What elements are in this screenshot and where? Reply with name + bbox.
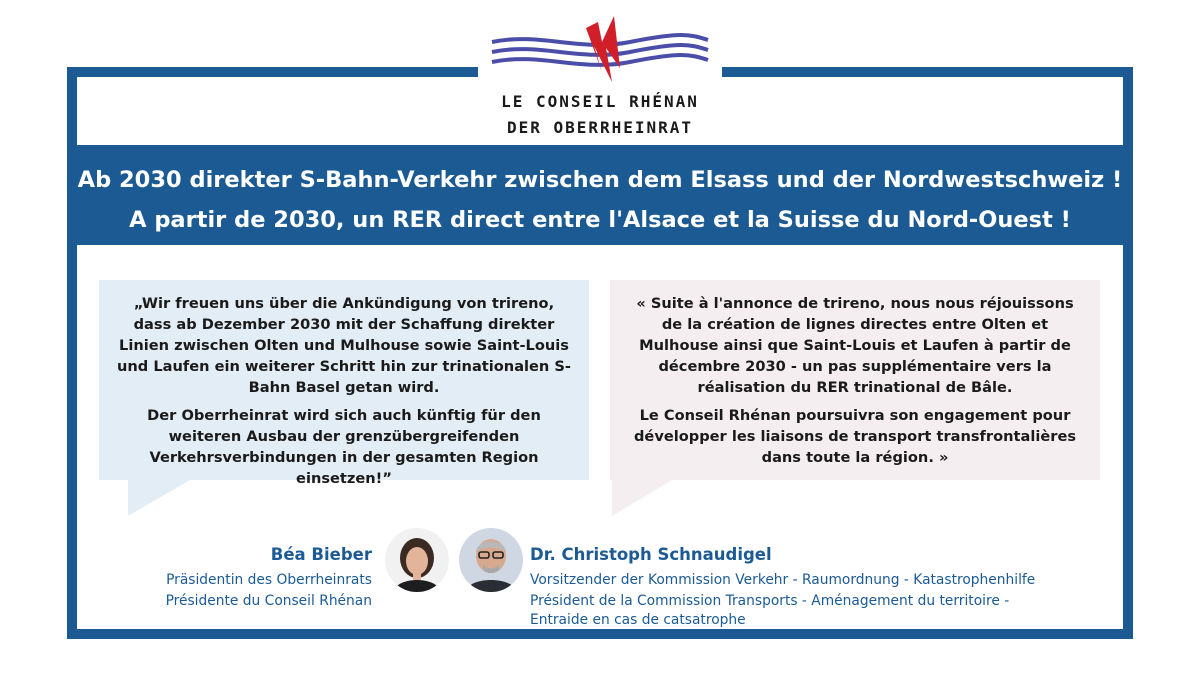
- speaker-schnaudigel-name: Dr. Christoph Schnaudigel: [530, 545, 772, 564]
- speaker-schnaudigel-avatar: [459, 528, 523, 592]
- conseil-rhenan-logo: [478, 12, 722, 137]
- quote-de-tail-icon: [128, 480, 190, 516]
- logo-text-fr: LE CONSEIL RHÉNAN: [501, 92, 699, 111]
- speaker-schnaudigel-role-de: Vorsitzender der Kommission Verkehr - Raumordnung - Katastrophenhilfe: [530, 572, 1036, 588]
- speaker-schnaudigel-role-fr-1: Président de la Commission Transports - Aménagement du territoire -: [530, 593, 1010, 609]
- quote-fr-tail-icon: [612, 480, 672, 516]
- headline-de: Ab 2030 direkter S-Bahn-Verkehr zwischen dem Elsass und der Nordwestschweiz !: [77, 167, 1123, 193]
- quote-de-paragraph-2: Der Oberrheinrat wird sich auch künftig für den weiteren Ausbau der grenzübergreifenden Verkehrsverbindungen in der gesamten Region einsetzen!”: [147, 407, 541, 487]
- quote-de-paragraph-1: „Wir freuen uns über die Ankündigung von trireno, dass ab Dezember 2030 mit der Schaffung direkter Linien zwischen Olten und Mulhouse sowie Saint-Louis und Laufen ein weiterer Schritt hin zur trinationalen S-Bahn Basel getan wird.: [117, 295, 571, 396]
- quote-bubble-fr: [610, 280, 1100, 480]
- speaker-schnaudigel-role-fr-2: Entraide en cas de catsatrophe: [530, 612, 746, 628]
- logo-text-de: DER OBERRHEINRAT: [506, 118, 694, 137]
- quote-bubble-de: [99, 280, 589, 487]
- logo-waves-flame-icon: [490, 12, 710, 90]
- quote-fr-paragraph-2: Le Conseil Rhénan poursuivra son engagement pour développer les liaisons de transport transfrontalières dans toute la région. »: [633, 407, 1077, 466]
- quote-fr-paragraph-1: « Suite à l'annonce de trireno, nous nous réjouissons de la création de lignes directes entre Olten et Mulhouse ainsi que Saint-Louis et Laufen à partir de décembre 2030 - un pas supplémentaire vers la réalisation du RER trinational de Bâle.: [636, 295, 1074, 396]
- speaker-bieber-role-fr: Présidente du Conseil Rhénan: [165, 593, 372, 609]
- speaker-bieber-name: Béa Bieber: [270, 545, 372, 564]
- speaker-bieber-avatar: [385, 528, 449, 592]
- speaker-bieber-role-de: Präsidentin des Oberrheinrats: [166, 572, 372, 588]
- headline-banner: [77, 145, 1123, 245]
- headline-fr: A partir de 2030, un RER direct entre l'Alsace et la Suisse du Nord-Ouest !: [129, 207, 1071, 233]
